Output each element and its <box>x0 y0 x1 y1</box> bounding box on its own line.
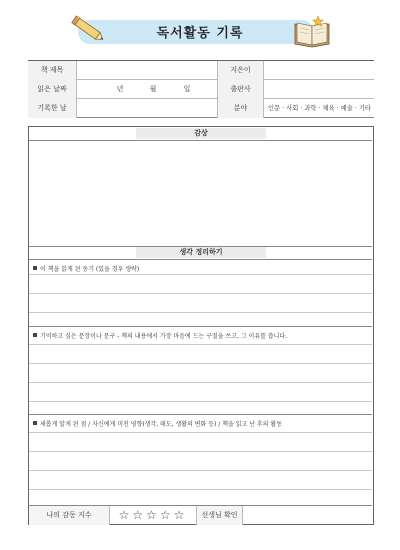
impression-title: 감상 <box>136 128 266 139</box>
genre-label: 분야 <box>218 99 263 118</box>
impression-writing-area[interactable] <box>29 141 372 246</box>
page-title: 독서활동 기록 <box>156 26 244 41</box>
author-label: 지은이 <box>218 61 263 80</box>
day-label: 일 <box>183 85 191 93</box>
info-row-date <box>28 80 374 99</box>
thoughts-title: 생각 정리하기 <box>136 247 266 258</box>
book-title-field[interactable] <box>77 61 217 80</box>
teacher-check-field[interactable] <box>243 506 372 525</box>
info-row-record <box>28 99 374 118</box>
impression-stars[interactable]: ☆☆☆☆☆ <box>118 508 188 522</box>
book-title-label: 책 제목 <box>28 61 76 80</box>
record-date-field[interactable] <box>77 99 217 118</box>
month-label: 월 <box>149 85 157 93</box>
impression-score-label: 나의 감동 지수 <box>29 506 109 525</box>
date-read-label: 읽은 날짜 <box>28 80 76 99</box>
teacher-check-label: 선생님 확인 <box>197 506 242 525</box>
question-new-learning: 새롭게 알게 된 점 / 자신에게 미친 영향(생각, 태도, 생활의 변화 등) / 책을 읽고 난 후의 활동 <box>33 419 282 428</box>
question-memorable-quote: 기억하고 싶은 문장이나 문구 - 책의 내용에서 가장 마음에 드는 구절을 쓰고, 그 이유를 씁니다. <box>33 331 287 340</box>
info-row-title <box>28 61 374 80</box>
reading-record-box <box>28 126 374 525</box>
footer-row <box>29 505 372 524</box>
record-date-label: 기록한 날 <box>28 99 76 118</box>
publisher-label: 출판사 <box>218 80 263 99</box>
impression-header <box>29 127 372 140</box>
genre-options[interactable]: 인문 · 사회 · 과학 · 체육 · 예술 · 기타 <box>268 105 372 112</box>
year-label: 년 <box>116 85 124 93</box>
publisher-field[interactable] <box>264 80 374 99</box>
book-info-table <box>28 60 374 118</box>
author-field[interactable] <box>264 61 374 80</box>
question-motivation: 이 책을 읽게 된 동기 (있을 경우 생략) <box>33 264 139 273</box>
thoughts-header <box>29 246 372 259</box>
